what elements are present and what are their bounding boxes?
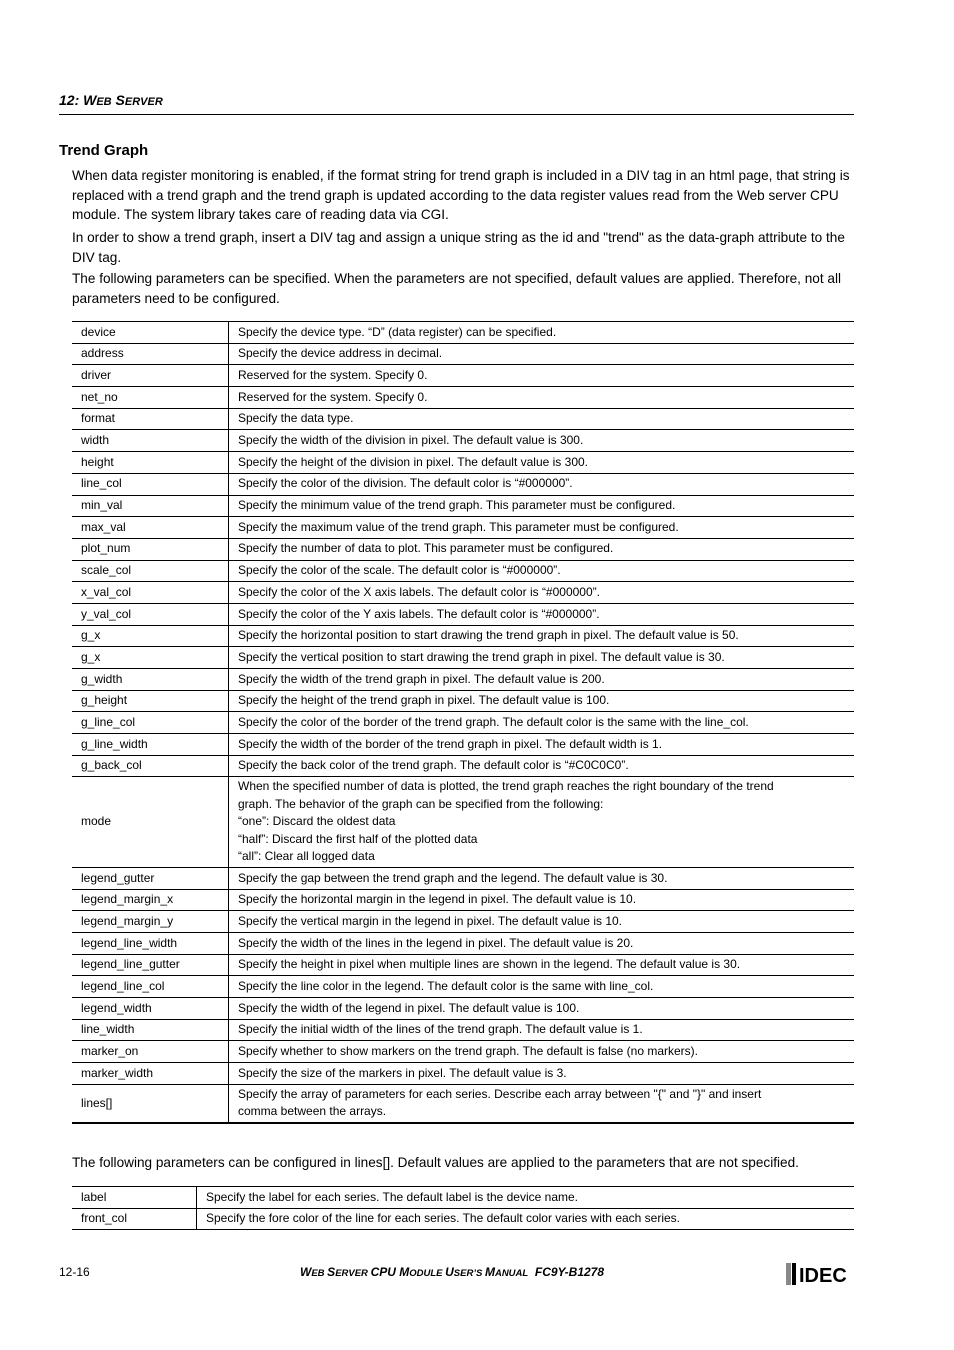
param-description: Specify the fore color of the line for each series. The default color varies with each series.	[197, 1208, 855, 1230]
param-description: Specify the height in pixel when multiple lines are shown in the legend. The default value is 30.	[229, 954, 855, 976]
param-description: Specify the device address in decimal.	[229, 343, 855, 365]
param-description: Specify the minimum value of the trend graph. This parameter must be configured.	[229, 495, 855, 517]
table-row	[72, 998, 854, 1020]
param-description: Specify the height of the trend graph in pixel. The default value is 100.	[229, 690, 855, 712]
lines-paragraph: The following parameters can be configured in lines[]. Default values are applied to the parameters that are not specified.	[72, 1155, 799, 1170]
table-row	[72, 1084, 854, 1123]
param-name: address	[72, 343, 229, 365]
param-name: marker_width	[72, 1063, 229, 1085]
param-name: g_line_col	[72, 712, 229, 734]
table-row	[72, 322, 854, 344]
table-row	[72, 538, 854, 560]
param-description: Reserved for the system. Specify 0.	[229, 365, 855, 387]
manual-title-part: EB	[311, 1268, 328, 1279]
param-name: device	[72, 322, 229, 344]
chapter-number: 12:	[59, 92, 84, 108]
description-line: comma between the arrays.	[238, 1104, 387, 1119]
param-description: Specify the horizontal position to start drawing the trend graph in pixel. The default value is 50.	[229, 625, 855, 647]
chapter-title-part: S	[115, 92, 125, 108]
param-description: Specify the width of the division in pixel. The default value is 300.	[229, 430, 855, 452]
param-description: Specify the horizontal margin in the legend in pixel. The default value is 10.	[229, 889, 855, 911]
param-description	[229, 1084, 855, 1123]
table-row	[72, 669, 854, 691]
lines-parameters-table	[72, 1186, 854, 1230]
param-description: Specify the color of the scale. The default color is “#000000”.	[229, 560, 855, 582]
param-description: Specify whether to show markers on the trend graph. The default is false (no markers).	[229, 1041, 855, 1063]
param-name: driver	[72, 365, 229, 387]
param-name: max_val	[72, 517, 229, 539]
parameters-paragraph: The following parameters can be specified. When the parameters are not specified, default values are applied. Therefore, not all parameters need to be configured.	[72, 271, 841, 306]
param-name: label	[72, 1187, 197, 1209]
param-name: y_val_col	[72, 603, 229, 625]
table-row	[72, 690, 854, 712]
logo-text: IDEC	[799, 1265, 847, 1286]
manual-title-part: S	[327, 1265, 336, 1279]
param-description: Specify the height of the division in pixel. The default value is 300.	[229, 452, 855, 474]
param-description: Specify the maximum value of the trend graph. This parameter must be configured.	[229, 517, 855, 539]
param-description: Specify the data type.	[229, 408, 855, 430]
table-row	[72, 582, 854, 604]
manual-title-part: SER’S	[453, 1268, 485, 1279]
manual-title-part: U	[445, 1265, 454, 1279]
table-row	[72, 408, 854, 430]
table-row	[72, 560, 854, 582]
logo-bar	[792, 1263, 796, 1285]
param-name: legend_line_col	[72, 976, 229, 998]
param-name: legend_gutter	[72, 867, 229, 889]
param-description: Specify the color of the Y axis labels. The default color is “#000000”.	[229, 603, 855, 625]
intro-paragraph: When data register monitoring is enabled, if the format string for trend graph is included in a DIV tag in an html page, that string is replaced with a trend graph and the trend graph is updated according to the data register values read from the Web server CPU module. The system library takes care of reading data via CGI.	[72, 168, 850, 222]
param-description: Specify the device type. “D” (data register) can be specified.	[229, 322, 855, 344]
param-description: Specify the width of the lines in the legend in pixel. The default value is 20.	[229, 933, 855, 955]
param-name: format	[72, 408, 229, 430]
table-row	[72, 473, 854, 495]
table-row	[72, 976, 854, 998]
table-row	[72, 1187, 854, 1209]
param-description: Specify the color of the border of the trend graph. The default color is the same with the line_col.	[229, 712, 855, 734]
idec-logo	[786, 1262, 856, 1286]
table-row	[72, 1019, 854, 1041]
manual-title-part: ERVER	[335, 1268, 371, 1279]
table-row	[72, 755, 854, 777]
manual-title-part: ANUAL	[494, 1268, 529, 1279]
param-name: width	[72, 430, 229, 452]
param-description: Specify the initial width of the lines of the trend graph. The default value is 1.	[229, 1019, 855, 1041]
chapter-title-part: ERVER	[124, 96, 163, 108]
div-tag-paragraph: In order to show a trend graph, insert a DIV tag and assign a unique string as the id and "trend" as the data-graph attribute to the DIV tag.	[72, 230, 845, 265]
param-description: Specify the line color in the legend. The default color is the same with line_col.	[229, 976, 855, 998]
param-description: Specify the number of data to plot. This parameter must be configured.	[229, 538, 855, 560]
param-description: Specify the vertical margin in the legend in pixel. The default value is 10.	[229, 911, 855, 933]
table-row	[72, 1063, 854, 1085]
param-name: mode	[72, 777, 229, 868]
param-name: legend_width	[72, 998, 229, 1020]
param-description: Specify the color of the division. The default color is “#000000”.	[229, 473, 855, 495]
param-description: Specify the size of the markers in pixel. The default value is 3.	[229, 1063, 855, 1085]
param-name: scale_col	[72, 560, 229, 582]
param-name: g_height	[72, 690, 229, 712]
table-row	[72, 889, 854, 911]
param-name: min_val	[72, 495, 229, 517]
table-row	[72, 933, 854, 955]
table-row	[72, 625, 854, 647]
logo-bar	[786, 1263, 791, 1285]
table-row	[72, 1041, 854, 1063]
table-row	[72, 777, 854, 868]
description-line: “all”: Clear all logged data	[238, 849, 375, 864]
param-name: plot_num	[72, 538, 229, 560]
manual-title-part: CPU	[370, 1265, 400, 1279]
param-name: g_width	[72, 669, 229, 691]
param-name: marker_on	[72, 1041, 229, 1063]
param-description: Reserved for the system. Specify 0.	[229, 387, 855, 409]
param-description: Specify the width of the trend graph in pixel. The default value is 200.	[229, 669, 855, 691]
table-row	[72, 343, 854, 365]
table-row	[72, 430, 854, 452]
parameters-table	[72, 321, 854, 1124]
param-name: g_back_col	[72, 755, 229, 777]
section-title: Trend Graph	[59, 142, 149, 159]
table-row	[72, 734, 854, 756]
manual-title-part: ODULE	[409, 1268, 446, 1279]
param-name: legend_margin_y	[72, 911, 229, 933]
table-row	[72, 1208, 854, 1230]
param-name: g_x	[72, 625, 229, 647]
param-name: line_col	[72, 473, 229, 495]
param-name: front_col	[72, 1208, 197, 1230]
description-line: When the specified number of data is plotted, the trend graph reaches the right boundary of the trend	[238, 779, 774, 794]
table-row	[72, 911, 854, 933]
description-line: Specify the array of parameters for each series. Describe each array between "{" and "}" and insert	[238, 1086, 762, 1101]
param-description: Specify the label for each series. The default label is the device name.	[197, 1187, 855, 1209]
param-name: net_no	[72, 387, 229, 409]
table-row	[72, 387, 854, 409]
page-number: 12-16	[59, 1265, 90, 1279]
chapter-title-part: W	[83, 92, 97, 108]
table-row	[72, 365, 854, 387]
param-name: g_line_width	[72, 734, 229, 756]
param-name: legend_line_width	[72, 933, 229, 955]
chapter-header	[59, 92, 163, 108]
table-row	[72, 712, 854, 734]
manual-title-part: W	[300, 1265, 312, 1279]
param-name: legend_margin_x	[72, 889, 229, 911]
description-line: “half”: Discard the first half of the plotted data	[238, 831, 478, 846]
manual-title-part: M	[484, 1265, 495, 1279]
manual-title	[300, 1265, 604, 1279]
header-rule	[59, 114, 854, 115]
table-row	[72, 647, 854, 669]
table-row	[72, 517, 854, 539]
manual-code: FC9Y-B1278	[528, 1265, 605, 1279]
param-name: lines[]	[72, 1084, 229, 1123]
param-name: g_x	[72, 647, 229, 669]
param-name: line_width	[72, 1019, 229, 1041]
table-row	[72, 452, 854, 474]
chapter-title-part: EB	[96, 96, 112, 108]
param-description: Specify the width of the legend in pixel. The default value is 100.	[229, 998, 855, 1020]
param-description: Specify the width of the border of the trend graph in pixel. The default width is 1.	[229, 734, 855, 756]
param-name: height	[72, 452, 229, 474]
description-line: graph. The behavior of the graph can be specified from the following:	[238, 796, 604, 811]
manual-title-part: M	[399, 1265, 410, 1279]
param-description: Specify the vertical position to start drawing the trend graph in pixel. The default value is 30.	[229, 647, 855, 669]
param-description: Specify the gap between the trend graph and the legend. The default value is 30.	[229, 867, 855, 889]
param-description: Specify the color of the X axis labels. The default color is “#000000”.	[229, 582, 855, 604]
table-row	[72, 954, 854, 976]
param-description	[229, 777, 855, 868]
table-row	[72, 495, 854, 517]
param-name: legend_line_gutter	[72, 954, 229, 976]
description-line: “one”: Discard the oldest data	[238, 814, 396, 829]
table-row	[72, 603, 854, 625]
param-name: x_val_col	[72, 582, 229, 604]
table-row	[72, 867, 854, 889]
param-description: Specify the back color of the trend graph. The default color is “#C0C0C0”.	[229, 755, 855, 777]
